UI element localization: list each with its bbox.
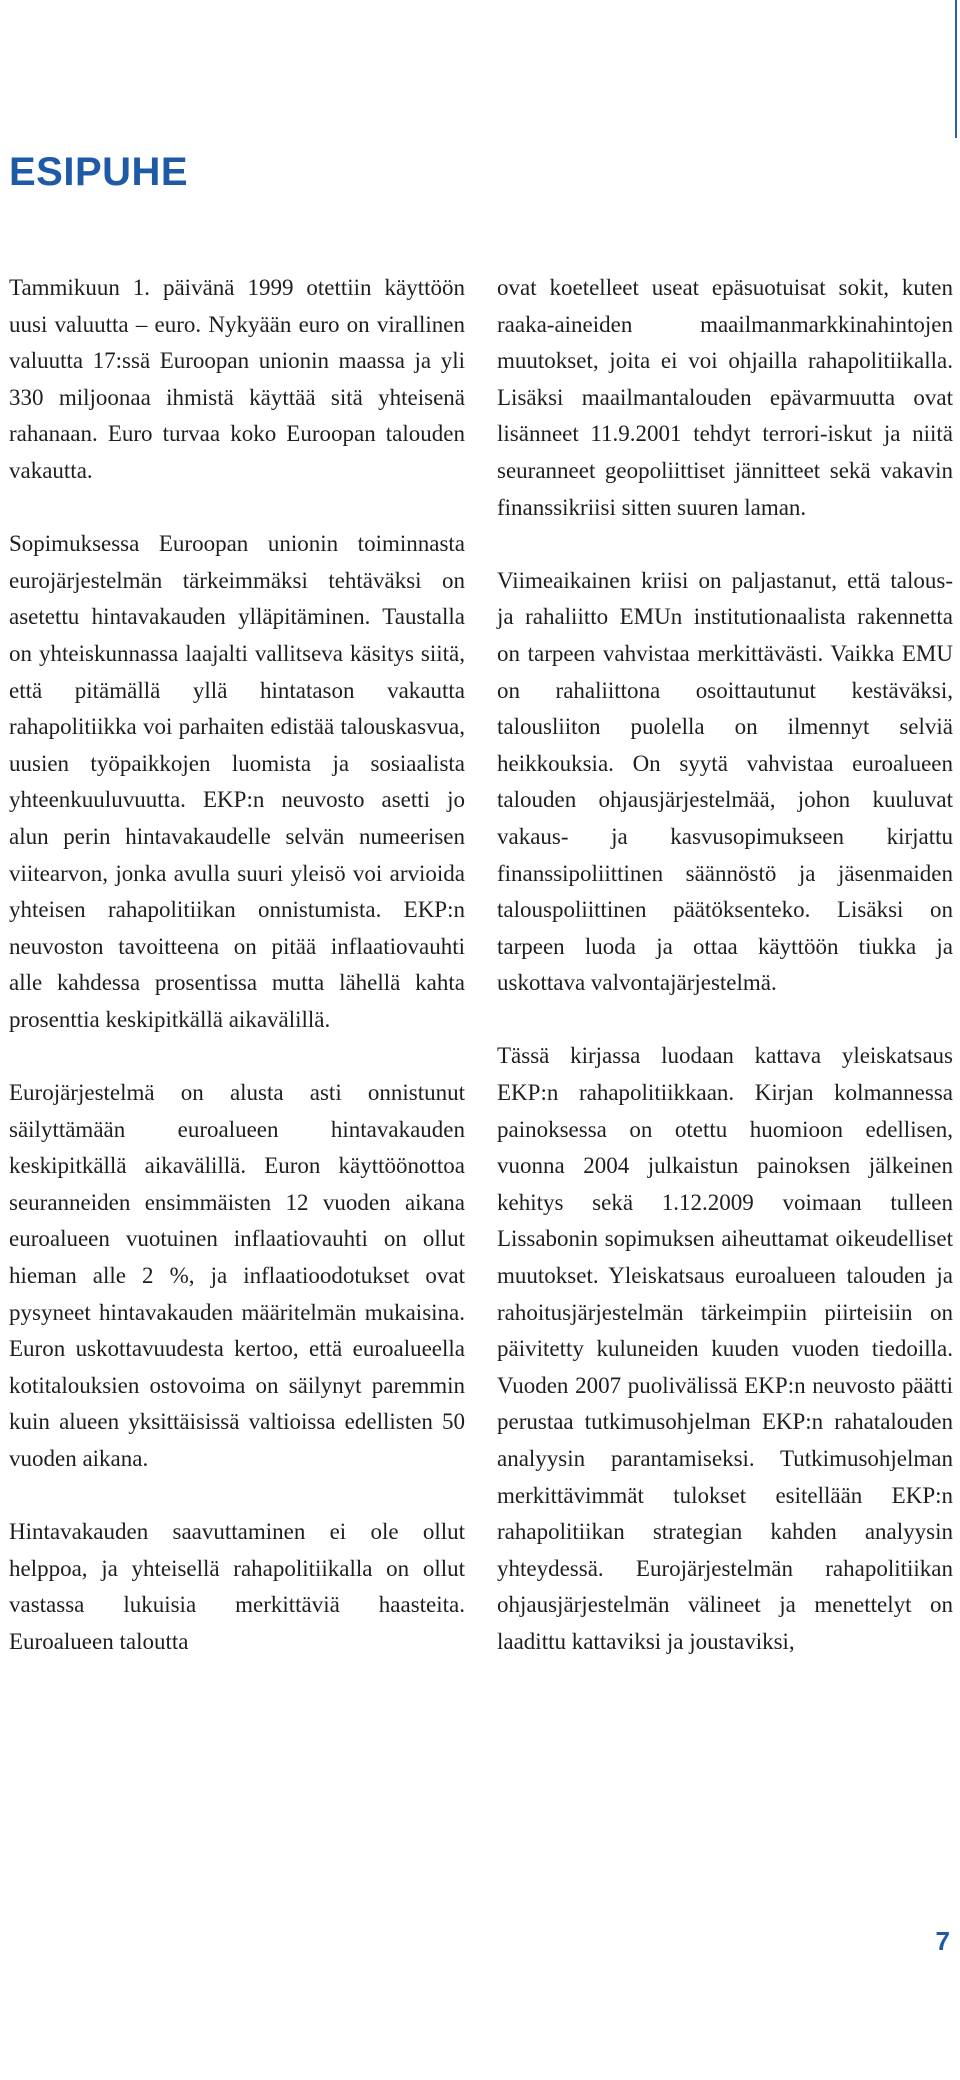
body-paragraph: Hintavakauden saavuttaminen ei ole ollut helppoa, ja yhteisellä rahapolitiikalla on ollut vastassa lukuisia merkittäviä haasteita. Euroalueen taloutta [9, 1519, 465, 1654]
body-paragraph: Tässä kirjassa luodaan kattava yleiskatsaus EKP:n rahapolitiikkaan. Kirjan kolmannessa painoksessa on otettu huomioon edellisen, vuonna 2004 julkaistun painoksen jälkeinen kehitys sekä 1.12.2009 voimaan tulleen Lissabonin sopimuksen aiheuttamat oikeudelliset muutokset. Yleiskatsaus euroalueen talouden ja rahoitusjärjestelmän tärkeimpiin piirteisiin on päivitetty kuluneiden kuuden vuoden tiedoilla. Vuoden 2007 puolivälissä EKP:n neuvosto päätti perustaa tutkimusohjelman EKP:n rahatalouden analyysin parantamiseksi. Tutkimusohjelman merkittävimmät tulokset esitellään EKP:n rahapolitiikan strategian kahden analyysin yhteydessä. Eurojärjestelmän rahapolitiikan ohjausjärjestelmän välineet ja menettelyt on laadittu kattaviksi ja joustaviksi, [497, 1043, 953, 1654]
page-number: 7 [935, 1926, 950, 1956]
body-paragraph: Eurojärjestelmä on alusta asti onnistunut säilyttämään euroalueen hintavakauden keskipitkällä aikavälillä. Euron käyttöönottoa seuranneiden ensimmäisten 12 vuoden aikana euroalueen vuotuinen inflaatiovauhti on ollut hieman alle 2 %, ja inflaatioodotukset ovat pysyneet hintavakauden määritelmän mukaisina. Euron uskottavuudesta kertoo, että euroalueella kotitalouksien ostovoima on säilynyt paremmin kuin alueen yksittäisissä valtioissa edellisten 50 vuoden aikana. [9, 1080, 465, 1471]
body-paragraph: Sopimuksessa Euroopan unionin toiminnasta eurojärjestelmän tärkeimmäksi tehtäväksi on asetettu hintavakauden ylläpitäminen. Taustalla on yhteiskunnassa laajalti vallitseva käsitys siitä, että pitämällä yllä hintatason vakautta rahapolitiikka voi parhaiten edistää talouskasvua, uusien työpaikkojen luomista ja sosiaalista yhteenkuuluvuutta. EKP:n neuvosto asetti jo alun perin hintavakaudelle selvän numeerisen viitearvon, jonka avulla suuri yleisö voi arvioida yhteisen rahapolitiikan onnistumista. EKP:n neuvoston tavoitteena on pitää inflaatiovauhti alle kahdessa prosentissa mutta lähellä kahta prosenttia keskipitkällä aikavälillä. [9, 531, 465, 1032]
left-column [9, 270, 465, 1661]
body-paragraph: Tammikuun 1. päivänä 1999 otettiin käyttöön uusi valuutta – euro. Nykyään euro on virallinen valuutta 17:ssä Euroopan unionin maassa ja yli 330 miljoonaa ihmistä käyttää sitä yhteisenä rahanaan. Euro turvaa koko Euroopan talouden vakautta. [9, 275, 465, 483]
page-edge-rule [955, 0, 957, 138]
body-paragraph: ovat koetelleet useat epäsuotuisat sokit, kuten raaka-aineiden maailmanmarkkinahintojen muutokset, joita ei voi ohjailla rahapolitiikalla. Lisäksi maailmantalouden epävarmuutta ovat lisänneet 11.9.2001 tehdyt terrori-iskut ja niitä seuranneet geopoliittiset jännitteet sekä vakavin finanssikriisi sitten suuren laman. [497, 275, 953, 520]
right-column [497, 270, 953, 1661]
section-heading: ESIPUHE [9, 150, 189, 194]
body-paragraph: Viimeaikainen kriisi on paljastanut, että talous- ja rahaliitto EMUn institutionaalista rakennetta on tarpeen vahvistaa merkittävästi. Vaikka EMU on rahaliittona osoittautunut kestäväksi, talousliiton puolella on ilmennyt selviä heikkouksia. On syytä vahvistaa euroalueen talouden ohjausjärjestelmää, johon kuuluvat vakaus- ja kasvusopimukseen kirjattu finanssipoliittinen säännöstö ja jäsenmaiden talouspoliittinen päätöksenteko. Lisäksi on tarpeen luoda ja ottaa käyttöön tiukka ja uskottava valvontajärjestelmä. [497, 567, 953, 996]
